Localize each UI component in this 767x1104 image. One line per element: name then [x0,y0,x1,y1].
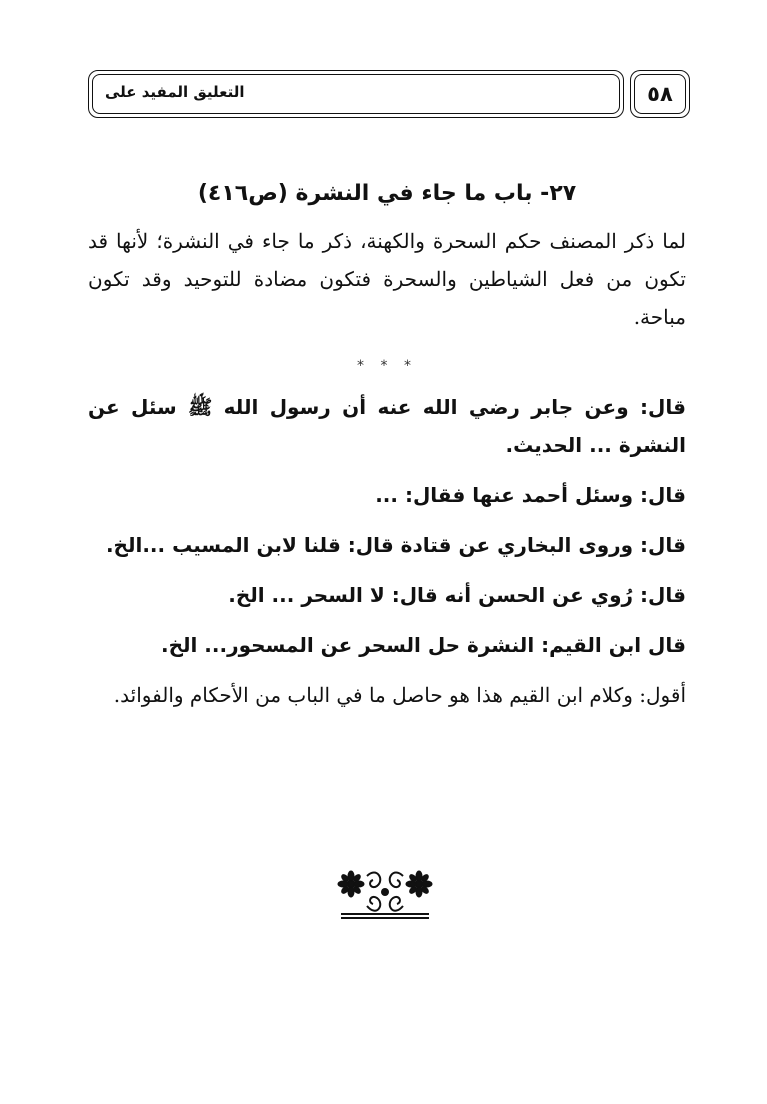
quote-jabir: قال: وعن جابر رضي الله عنه أن رسول الله ﷺ سئل عن النشرة ... الحديث. [88,395,686,457]
running-title-box [88,70,624,118]
quote-ibn-qayyim: قال ابن القيم: النشرة حل السحر عن المسحور... الخ. [160,633,686,657]
chapter-title: ٢٧- باب ما جاء في النشرة (ص٤١٦) [197,181,577,206]
quote-hasan: قال: رُوي عن الحسن أنه قال: لا السحر ... الخ. [228,583,686,607]
running-title: التعليق المفيد على [105,83,245,101]
quote-bukhari: قال: وروى البخاري عن قتادة قال: قلنا لابن المسيب ...الخ. [105,533,686,557]
page-body [88,176,686,714]
page-number: ٥٨ [647,82,673,106]
page-number-box [630,70,690,118]
intro-paragraph: لما ذكر المصنف حكم السحرة والكهنة، ذكر ما جاء في النشرة؛ لأنها قد تكون من فعل الشياطين والسحرة فتكون مضادة للتوحيد وقد تكون مباحة. [88,229,686,329]
section-separator: * * * [357,358,417,374]
floral-ornament-icon [337,866,433,920]
page-header [88,70,690,118]
conclusion-paragraph: أقول: وكلام ابن القيم هذا هو حاصل ما في الباب من الأحكام والفوائد. [113,683,686,707]
quote-ahmad: قال: وسئل أحمد عنها فقال: ... [375,483,686,507]
